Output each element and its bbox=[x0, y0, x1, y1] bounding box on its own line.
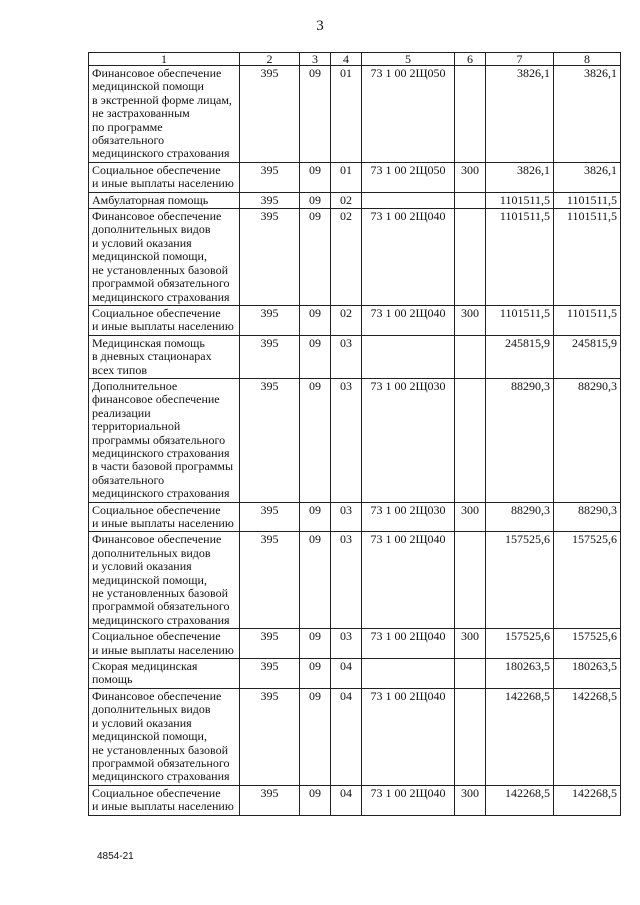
cell-col-5 bbox=[362, 192, 455, 208]
cell-col-5: 73 1 00 2Щ030 bbox=[362, 502, 455, 532]
table-row bbox=[89, 532, 621, 629]
cell-text-line: медицинского страхования bbox=[92, 146, 230, 161]
table-row bbox=[89, 192, 621, 208]
cell-text-line: финансовое обеспечение bbox=[92, 392, 220, 407]
header-col-5: 5 bbox=[362, 53, 455, 66]
cell-col-7: 180263,5 bbox=[486, 659, 554, 689]
cell-col-3: 09 bbox=[300, 335, 331, 378]
header-col-4: 4 bbox=[331, 53, 362, 66]
cell-col-3: 09 bbox=[300, 785, 331, 815]
cell-text-line: Социальное обеспечение bbox=[92, 162, 221, 177]
header-col-8: 8 bbox=[554, 53, 621, 66]
cell-col-7: 157525,6 bbox=[486, 532, 554, 629]
cell-col-5: 73 1 00 2Щ050 bbox=[362, 162, 455, 192]
cell-col-4: 03 bbox=[331, 502, 362, 532]
cell-col-3: 09 bbox=[300, 532, 331, 629]
cell-text-line: медицинской помощи bbox=[92, 79, 204, 94]
cell-col-1 bbox=[89, 378, 240, 502]
cell-text-line: не застрахованным bbox=[92, 106, 190, 121]
cell-col-2: 395 bbox=[240, 502, 300, 532]
cell-col-1 bbox=[89, 305, 240, 335]
cell-text-line: Скорая медицинская bbox=[92, 659, 198, 674]
cell-col-2: 395 bbox=[240, 629, 300, 659]
cell-col-8: 3826,1 bbox=[554, 66, 621, 163]
cell-col-2: 395 bbox=[240, 209, 300, 306]
header-col-3: 3 bbox=[300, 53, 331, 66]
cell-col-3: 09 bbox=[300, 659, 331, 689]
table-row bbox=[89, 688, 621, 785]
cell-col-4: 01 bbox=[331, 162, 362, 192]
table-row bbox=[89, 378, 621, 502]
cell-col-7: 1101511,5 bbox=[486, 209, 554, 306]
document-code: 4854-21 bbox=[97, 851, 134, 862]
cell-col-2: 395 bbox=[240, 66, 300, 163]
cell-col-4: 04 bbox=[331, 785, 362, 815]
cell-text-line: медицинского страхования bbox=[92, 289, 230, 304]
cell-text-line: Финансовое обеспечение bbox=[92, 209, 222, 224]
cell-col-5: 73 1 00 2Щ040 bbox=[362, 305, 455, 335]
cell-col-6: 300 bbox=[455, 629, 486, 659]
cell-col-3: 09 bbox=[300, 378, 331, 502]
header-col-2: 2 bbox=[240, 53, 300, 66]
cell-text-line: помощь bbox=[92, 672, 133, 687]
cell-col-1 bbox=[89, 162, 240, 192]
cell-text-line: и условий оказания bbox=[92, 715, 192, 730]
cell-col-5: 73 1 00 2Щ040 bbox=[362, 209, 455, 306]
cell-text-line: и условий оказания bbox=[92, 235, 192, 250]
cell-col-2: 395 bbox=[240, 162, 300, 192]
cell-col-1 bbox=[89, 532, 240, 629]
cell-text-line: Финансовое обеспечение bbox=[92, 688, 222, 703]
cell-text-line: в дневных стационарах bbox=[92, 349, 212, 364]
cell-col-5: 73 1 00 2Щ040 bbox=[362, 785, 455, 815]
table-row bbox=[89, 659, 621, 689]
table-row bbox=[89, 335, 621, 378]
table-row bbox=[89, 629, 621, 659]
cell-col-5: 73 1 00 2Щ040 bbox=[362, 629, 455, 659]
cell-text-line: и условий оказания bbox=[92, 559, 192, 574]
cell-col-8: 1101511,5 bbox=[554, 192, 621, 208]
cell-text-line: Социальное обеспечение bbox=[92, 502, 221, 517]
cell-col-3: 09 bbox=[300, 502, 331, 532]
cell-col-7: 88290,3 bbox=[486, 378, 554, 502]
table-row bbox=[89, 785, 621, 815]
cell-col-3: 09 bbox=[300, 162, 331, 192]
cell-col-1 bbox=[89, 688, 240, 785]
page-number: 3 bbox=[316, 18, 324, 34]
cell-text-line: Финансовое обеспечение bbox=[92, 66, 222, 80]
cell-col-1 bbox=[89, 502, 240, 532]
cell-text-line: дополнительных видов bbox=[92, 222, 211, 237]
cell-col-6: 300 bbox=[455, 162, 486, 192]
cell-col-5: 73 1 00 2Щ050 bbox=[362, 66, 455, 163]
table-row bbox=[89, 209, 621, 306]
cell-col-2: 395 bbox=[240, 305, 300, 335]
cell-text-line: медицинского страхования bbox=[92, 486, 230, 501]
header-col-6: 6 bbox=[455, 53, 486, 66]
table-header-row bbox=[89, 53, 621, 66]
cell-col-8: 142268,5 bbox=[554, 785, 621, 815]
cell-col-1 bbox=[89, 209, 240, 306]
cell-col-8: 180263,5 bbox=[554, 659, 621, 689]
cell-text-line: программы обязательного bbox=[92, 432, 226, 447]
cell-col-5: 73 1 00 2Щ040 bbox=[362, 532, 455, 629]
cell-col-6 bbox=[455, 659, 486, 689]
cell-col-4: 01 bbox=[331, 66, 362, 163]
table-row bbox=[89, 305, 621, 335]
cell-col-6 bbox=[455, 378, 486, 502]
cell-col-6 bbox=[455, 532, 486, 629]
cell-col-4: 02 bbox=[331, 192, 362, 208]
cell-col-6 bbox=[455, 192, 486, 208]
cell-col-4: 03 bbox=[331, 335, 362, 378]
cell-col-5: 73 1 00 2Щ040 bbox=[362, 688, 455, 785]
cell-col-6 bbox=[455, 688, 486, 785]
cell-col-4: 04 bbox=[331, 659, 362, 689]
cell-col-1 bbox=[89, 785, 240, 815]
header-col-1: 1 bbox=[89, 53, 240, 66]
cell-col-7: 245815,9 bbox=[486, 335, 554, 378]
table-body bbox=[89, 66, 621, 816]
cell-text-line: Социальное обеспечение bbox=[92, 629, 221, 644]
cell-text-line: территориальной bbox=[92, 419, 181, 434]
cell-text-line: в части базовой программы bbox=[92, 459, 234, 474]
cell-col-5 bbox=[362, 659, 455, 689]
cell-text-line: медицинской помощи, bbox=[92, 572, 207, 587]
cell-col-8: 1101511,5 bbox=[554, 209, 621, 306]
cell-col-2: 395 bbox=[240, 378, 300, 502]
cell-text-line: Медицинская помощь bbox=[92, 335, 205, 350]
cell-col-6 bbox=[455, 335, 486, 378]
cell-col-8: 157525,6 bbox=[554, 629, 621, 659]
cell-col-5: 73 1 00 2Щ030 bbox=[362, 378, 455, 502]
cell-text-line: по программе bbox=[92, 119, 163, 134]
cell-col-6: 300 bbox=[455, 502, 486, 532]
cell-col-7: 1101511,5 bbox=[486, 305, 554, 335]
cell-col-6 bbox=[455, 66, 486, 163]
cell-col-2: 395 bbox=[240, 688, 300, 785]
cell-col-7: 3826,1 bbox=[486, 162, 554, 192]
cell-text-line: медицинского страхования bbox=[92, 445, 230, 460]
cell-col-7: 142268,5 bbox=[486, 785, 554, 815]
cell-text-line: и иные выплаты населению bbox=[92, 516, 234, 530]
cell-col-3: 09 bbox=[300, 688, 331, 785]
cell-col-8: 157525,6 bbox=[554, 532, 621, 629]
cell-text-line: программой обязательного bbox=[92, 599, 230, 614]
cell-col-7: 157525,6 bbox=[486, 629, 554, 659]
cell-col-1 bbox=[89, 335, 240, 378]
cell-text-line: дополнительных видов bbox=[92, 702, 211, 717]
cell-col-8: 245815,9 bbox=[554, 335, 621, 378]
cell-text-line: Дополнительное bbox=[92, 378, 178, 393]
cell-text-line: в экстренной форме лицам, bbox=[92, 92, 232, 107]
cell-col-6: 300 bbox=[455, 305, 486, 335]
header-col-7: 7 bbox=[486, 53, 554, 66]
cell-text-line: не установленных базовой bbox=[92, 586, 229, 601]
table-row bbox=[89, 162, 621, 192]
cell-col-2: 395 bbox=[240, 532, 300, 629]
cell-text-line: Социальное обеспечение bbox=[92, 785, 221, 800]
cell-text-line: медицинской помощи, bbox=[92, 729, 207, 744]
cell-col-7: 142268,5 bbox=[486, 688, 554, 785]
cell-col-8: 88290,3 bbox=[554, 378, 621, 502]
cell-text-line: обязательного bbox=[92, 472, 165, 487]
cell-col-4: 03 bbox=[331, 629, 362, 659]
cell-text-line: дополнительных видов bbox=[92, 545, 211, 560]
cell-col-3: 09 bbox=[300, 305, 331, 335]
cell-col-1 bbox=[89, 659, 240, 689]
cell-col-4: 02 bbox=[331, 209, 362, 306]
cell-col-4: 03 bbox=[331, 532, 362, 629]
cell-text-line: медицинской помощи, bbox=[92, 249, 207, 264]
cell-text-line: не установленных базовой bbox=[92, 262, 229, 277]
cell-text-line: и иные выплаты населению bbox=[92, 319, 234, 334]
table-row bbox=[89, 502, 621, 532]
cell-col-4: 02 bbox=[331, 305, 362, 335]
cell-text-line: программой обязательного bbox=[92, 276, 230, 291]
cell-col-4: 04 bbox=[331, 688, 362, 785]
cell-text-line: реализации bbox=[92, 405, 151, 420]
cell-col-1 bbox=[89, 192, 240, 208]
cell-col-2: 395 bbox=[240, 192, 300, 208]
cell-col-7: 88290,3 bbox=[486, 502, 554, 532]
table-row bbox=[89, 66, 621, 163]
cell-text-line: и иные выплаты населению bbox=[92, 176, 234, 191]
cell-text-line: медицинского страхования bbox=[92, 769, 230, 784]
cell-text-line: и иные выплаты населению bbox=[92, 799, 234, 814]
cell-col-3: 09 bbox=[300, 192, 331, 208]
cell-text-line: обязательного bbox=[92, 133, 165, 148]
cell-text-line: Финансовое обеспечение bbox=[92, 532, 222, 547]
cell-col-6 bbox=[455, 209, 486, 306]
budget-table bbox=[88, 52, 621, 816]
cell-col-2: 395 bbox=[240, 785, 300, 815]
cell-text-line: Амбулаторная помощь bbox=[92, 192, 209, 207]
cell-col-1 bbox=[89, 66, 240, 163]
cell-col-2: 395 bbox=[240, 659, 300, 689]
cell-col-3: 09 bbox=[300, 66, 331, 163]
cell-col-8: 3826,1 bbox=[554, 162, 621, 192]
cell-col-8: 1101511,5 bbox=[554, 305, 621, 335]
cell-col-7: 1101511,5 bbox=[486, 192, 554, 208]
cell-col-7: 3826,1 bbox=[486, 66, 554, 163]
cell-col-2: 395 bbox=[240, 335, 300, 378]
cell-text-line: всех типов bbox=[92, 362, 147, 377]
cell-col-1 bbox=[89, 629, 240, 659]
cell-text-line: медицинского страхования bbox=[92, 612, 230, 627]
cell-col-3: 09 bbox=[300, 629, 331, 659]
cell-text-line: не установленных базовой bbox=[92, 742, 229, 757]
cell-col-3: 09 bbox=[300, 209, 331, 306]
cell-text-line: и иные выплаты населению bbox=[92, 642, 234, 657]
cell-col-8: 88290,3 bbox=[554, 502, 621, 532]
cell-col-4: 03 bbox=[331, 378, 362, 502]
cell-col-5 bbox=[362, 335, 455, 378]
cell-text-line: программой обязательного bbox=[92, 755, 230, 770]
cell-text-line: Социальное обеспечение bbox=[92, 305, 221, 320]
cell-col-8: 142268,5 bbox=[554, 688, 621, 785]
cell-col-6: 300 bbox=[455, 785, 486, 815]
